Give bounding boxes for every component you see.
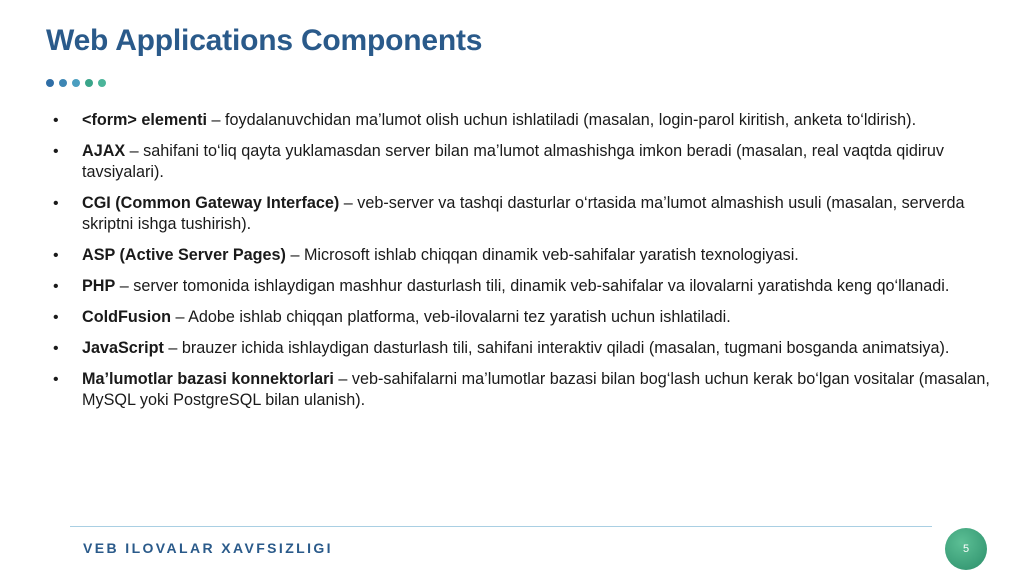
page-number-badge: 5 — [945, 528, 987, 570]
bullet-term: AJAX — [82, 142, 126, 160]
list-item — [50, 141, 995, 183]
bullet-text: – server tomonida ishlaydigan mashhur dasturlash tili, dinamik veb-sahifalar va ilovalarni yaratishda keng qo‘llanadi. — [115, 277, 950, 295]
list-item — [50, 245, 995, 266]
bullet-icon: • — [53, 247, 59, 264]
list-item — [50, 307, 995, 328]
list-item — [50, 276, 995, 297]
bullet-icon: • — [53, 143, 59, 160]
bullet-icon: • — [53, 371, 59, 388]
bullet-term: Ma’lumotlar bazasi konnektorlari — [82, 370, 334, 388]
bullet-icon: • — [53, 112, 59, 129]
bullet-icon: • — [53, 309, 59, 326]
bullet-term: <form> elementi — [82, 111, 208, 129]
bullet-text: – sahifani to‘liq qayta yuklamasdan server bilan ma’lumot almashishga imkon beradi (masalan, real vaqtda qidiruv tavsiyalari). — [82, 142, 944, 181]
list-item — [50, 193, 995, 235]
decorative-dots — [46, 79, 106, 87]
bullet-term: JavaScript — [82, 339, 164, 357]
bullet-term: ColdFusion — [82, 308, 172, 326]
dot-icon — [98, 79, 106, 87]
bullet-text: – veb-server va tashqi dasturlar o‘rtasida ma’lumot almashish usuli (masalan, serverda skriptni ishga tushirish). — [82, 194, 965, 233]
bullet-icon: • — [53, 195, 59, 212]
dot-icon — [72, 79, 80, 87]
dot-icon — [46, 79, 54, 87]
bullet-list — [50, 110, 995, 421]
dot-icon — [85, 79, 93, 87]
bullet-icon: • — [53, 278, 59, 295]
footer-label: VEB ILOVALAR XAVFSIZLIGI — [83, 540, 333, 556]
bullet-term: PHP — [82, 277, 116, 295]
bullet-term: CGI (Common Gateway Interface) — [82, 194, 340, 212]
list-item — [50, 369, 995, 411]
list-item — [50, 110, 995, 131]
bullet-icon: • — [53, 340, 59, 357]
bullet-text: – veb-sahifalarni ma’lumotlar bazasi bilan bog‘lash uchun kerak bo‘lgan vositalar (masalan, MySQL yoki PostgreSQL bilan ulanish). — [82, 370, 990, 409]
list-item — [50, 338, 995, 359]
slide-title: Web Applications Components — [46, 24, 483, 57]
bullet-text: – Microsoft ishlab chiqqan dinamik veb-sahifalar yaratish texnologiyasi. — [285, 246, 799, 264]
bullet-term: ASP (Active Server Pages) — [82, 246, 286, 264]
bullet-text: – Adobe ishlab chiqqan platforma, veb-ilovalarni tez yaratish uchun ishlatiladi. — [171, 308, 731, 326]
dot-icon — [59, 79, 67, 87]
footer-divider — [70, 526, 932, 527]
bullet-text: – brauzer ichida ishlaydigan dasturlash tili, sahifani interaktiv qiladi (masalan, tugmani bosganda animatsiya). — [163, 339, 950, 357]
bullet-text: – foydalanuvchidan ma’lumot olish uchun ishlatiladi (masalan, login-parol kiritish, anketa to‘ldirish). — [207, 111, 917, 129]
